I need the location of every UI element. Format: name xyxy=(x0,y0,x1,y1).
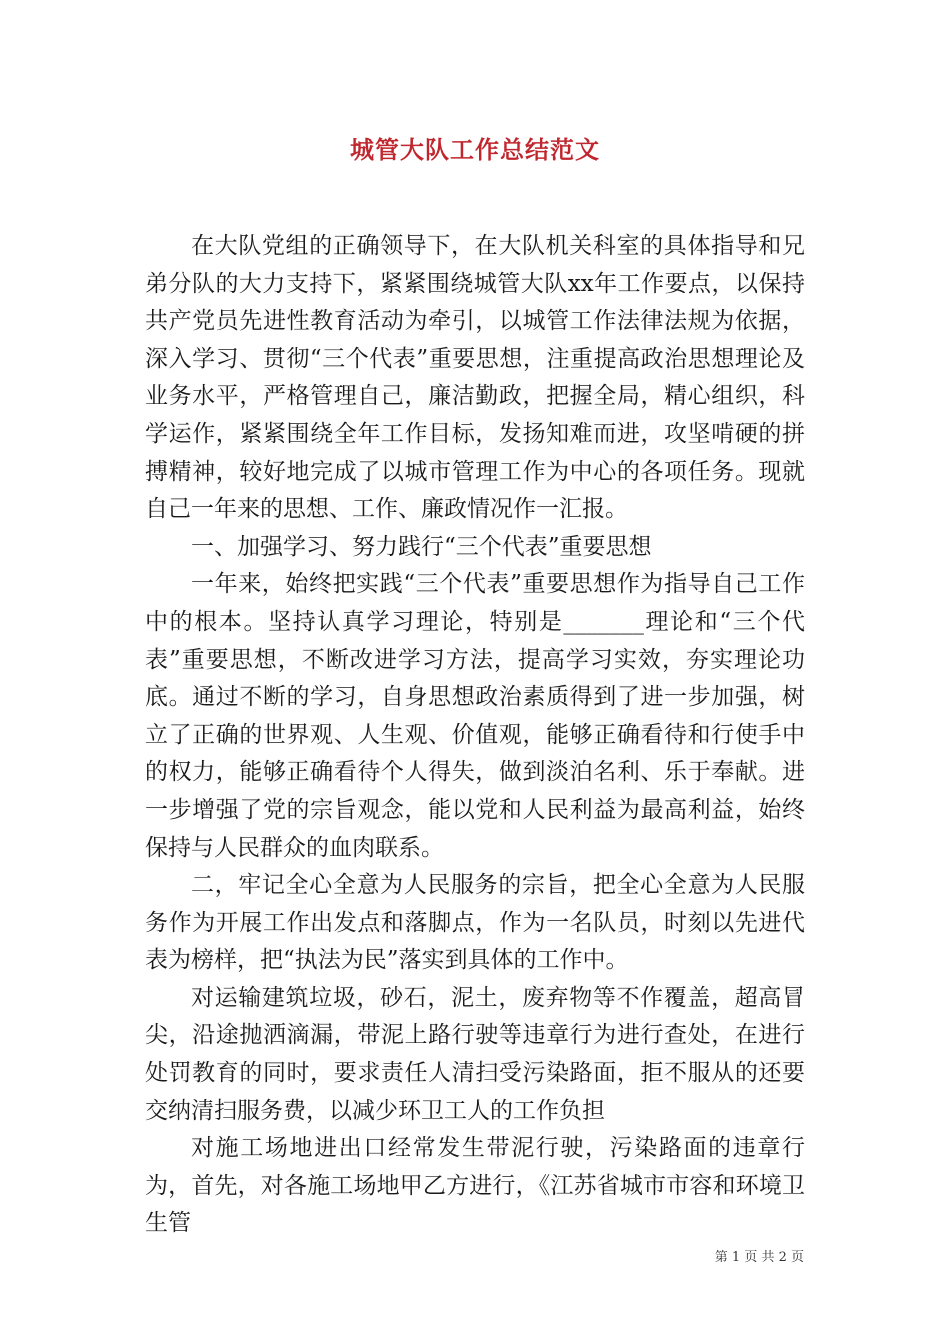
paragraph-intro: 在大队党组的正确领导下，在大队机关科室的具体指导和兄弟分队的大力支持下，紧紧围绕城管大队xx年工作要点，以保持共产党员先进性教育活动为牵引，以城管工作法律法规为依据，深入学习、贯彻“三个代表”重要思想，注重提高政治思想理论及业务水平，严格管理自己，廉洁勤政，把握全局，精心组织，科学运作，紧紧围绕全年工作目标，发扬知难而进，攻坚啃硬的拼搏精神，较好地完成了以城市管理工作为中心的各项任务。现就自己一年来的思想、工作、廉政情况作一汇报。 xyxy=(145,233,805,523)
paragraph-construction: 对施工场地进出口经常发生带泥行驶，污染路面的违章行为，首先，对各施工场地甲乙方进行，《江苏省城市市容和环境卫生管 xyxy=(145,1135,805,1237)
section-heading-2: 二，牢记全心全意为人民服务的宗旨，把全心全意为人民服务作为开展工作出发点和落脚点，作为一名队员，时刻以先进代表为榜样，把“执法为民”落实到具体的工作中。 xyxy=(145,872,805,974)
paragraph-study: 一年来，始终把实践“三个代表”重要思想作为指导自己工作中的根本。坚持认真学习理论，特别是_______理论和“三个代表”重要思想，不断改进学习方法，提高学习实效，夯实理论功底。通过不断的学习，自身思想政治素质得到了进一步加强，树立了正确的世界观、人生观、价值观，能够正确看待和行使手中的权力，能够正确看待个人得失，做到淡泊名利、乐于奉献。进一步增强了党的宗旨观念，能以党和人民利益为最高利益，始终保持与人民群众的血肉联系。 xyxy=(145,571,805,861)
section-heading-1: 一、加强学习、努力践行“三个代表”重要思想 xyxy=(191,533,652,560)
document-body xyxy=(145,228,805,1243)
paragraph-transport: 对运输建筑垃圾，砂石，泥土，废弃物等不作覆盖，超高冒尖，沿途抛洒滴漏，带泥上路行驶等违章行为进行查处，在进行处罚教育的同时，要求责任人清扫受污染路面，拒不服从的还要交纳清扫服务费，以减少环卫工人的工作负担 xyxy=(145,984,805,1124)
page-number: 第 1 页 共 2 页 xyxy=(714,1250,804,1265)
document-title: 城管大队工作总结范文 xyxy=(350,135,600,164)
